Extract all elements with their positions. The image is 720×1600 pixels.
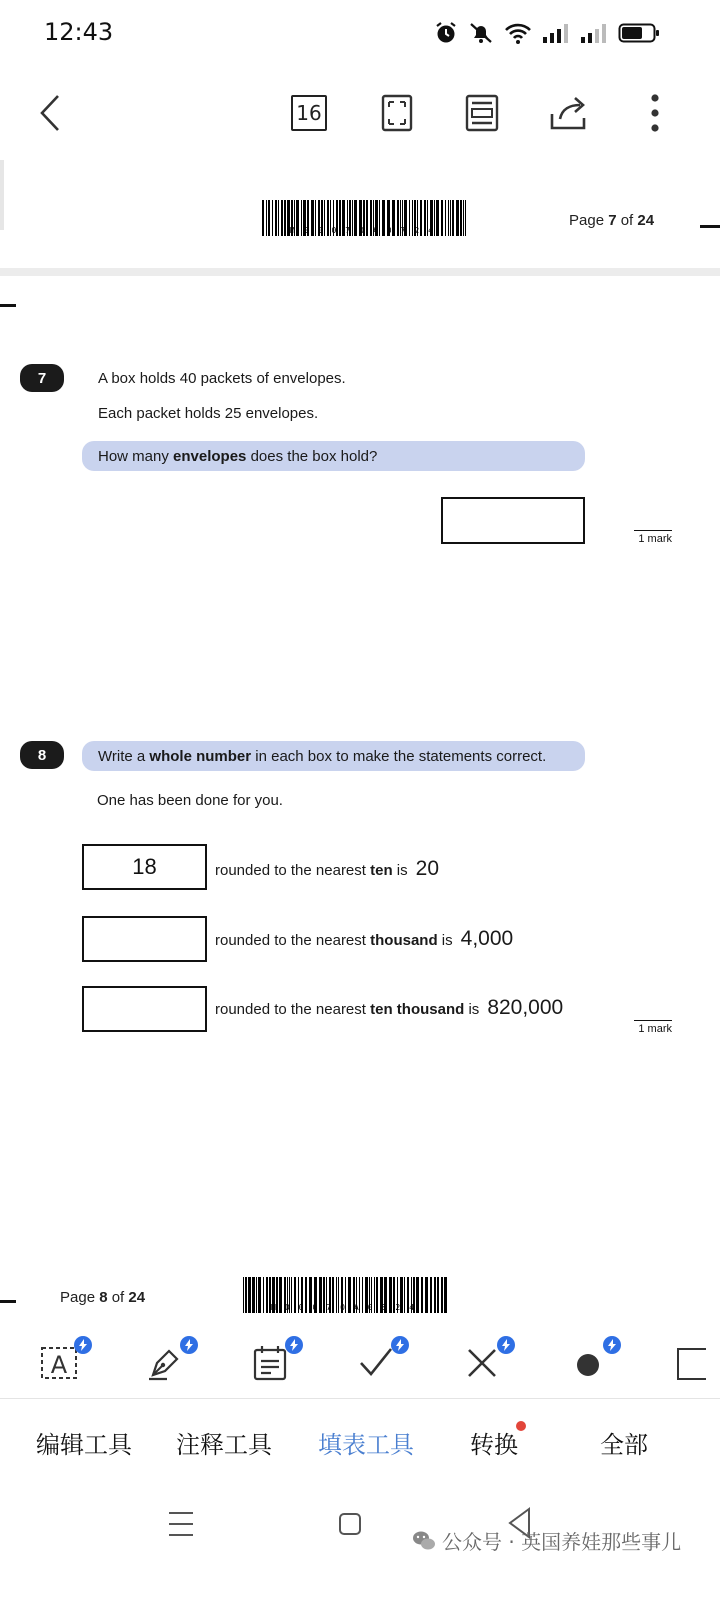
- fullscreen-button[interactable]: [370, 86, 424, 140]
- barcode-text: M00070A0724: [290, 226, 442, 235]
- page-7-bottom: [0, 160, 720, 268]
- shape-icon: [666, 1343, 706, 1383]
- question-8-number: 8: [20, 741, 64, 769]
- rounding-statement-1: rounded to the nearest ten is 20: [215, 857, 439, 880]
- tab-all[interactable]: 全部: [600, 1431, 648, 1459]
- question-7-mark: 1 mark: [634, 530, 672, 545]
- rounding-answer-box-3[interactable]: [82, 986, 207, 1032]
- wifi-icon: [504, 21, 532, 45]
- more-vertical-icon: [650, 93, 660, 133]
- bolt-icon: [180, 1336, 198, 1354]
- view-mode-button[interactable]: [455, 86, 509, 140]
- bolt-icon: [497, 1336, 515, 1354]
- check-tool[interactable]: [349, 1336, 403, 1390]
- alarm-icon: [434, 21, 458, 45]
- question-7-line-1: A box holds 40 packets of envelopes.: [98, 370, 346, 387]
- tab-bar: [0, 1398, 720, 1482]
- bolt-icon: [391, 1336, 409, 1354]
- rounding-statement-3: rounded to the nearest ten thousand is 820,000: [215, 996, 564, 1019]
- status-time: 12:43: [44, 18, 114, 46]
- document-viewer[interactable]: [0, 160, 720, 1330]
- menu-icon: [168, 1510, 194, 1538]
- form-tool[interactable]: [243, 1336, 297, 1390]
- battery-icon: [618, 22, 660, 44]
- text-box-icon: [39, 1343, 79, 1383]
- page-gap: [0, 268, 720, 276]
- crop-mark: [700, 225, 720, 228]
- bolt-icon: [74, 1336, 92, 1354]
- more-button[interactable]: [628, 86, 682, 140]
- crop-mark: [0, 1300, 16, 1303]
- question-8-prompt: Write a whole number in each box to make the statements correct.: [82, 741, 585, 771]
- share-button[interactable]: [542, 86, 596, 140]
- status-icons: [434, 20, 660, 46]
- back-button[interactable]: [24, 86, 78, 140]
- page-label-7: Page 7 of 24: [569, 212, 655, 229]
- rounding-answer-box-2[interactable]: [82, 916, 207, 962]
- question-7-answer-box[interactable]: [441, 497, 585, 544]
- dot-tool[interactable]: [561, 1336, 615, 1390]
- question-7-number: 7: [20, 364, 64, 392]
- cross-icon: [462, 1343, 502, 1383]
- question-8-mark: 1 mark: [634, 1020, 672, 1035]
- top-toolbar: [0, 64, 720, 160]
- page-edge: [0, 160, 4, 230]
- wechat-icon: [412, 1530, 436, 1552]
- cross-tool[interactable]: [455, 1336, 509, 1390]
- page-count: 16: [291, 95, 327, 131]
- signal-2-icon: [580, 21, 608, 45]
- tab-edit-tools[interactable]: 编辑工具: [36, 1431, 132, 1459]
- question-8-note: One has been done for you.: [97, 792, 283, 809]
- watermark: [412, 1526, 681, 1555]
- page-layout-icon: [465, 94, 499, 132]
- bolt-icon: [603, 1336, 621, 1354]
- text-box-tool[interactable]: [32, 1336, 86, 1390]
- mute-icon: [468, 21, 494, 45]
- barcode-page-8: [243, 1263, 451, 1313]
- tab-convert[interactable]: 转换: [470, 1431, 518, 1459]
- rounding-statement-2: rounded to the nearest thousand is 4,000: [215, 927, 514, 950]
- bolt-icon: [285, 1336, 303, 1354]
- tools-row: [0, 1322, 720, 1400]
- question-7-prompt: How many envelopes does the box hold?: [82, 441, 585, 471]
- rounding-answer-box-1[interactable]: 18: [82, 844, 207, 890]
- home-button[interactable]: [338, 1512, 362, 1541]
- check-icon: [356, 1343, 396, 1383]
- notification-dot: [516, 1421, 526, 1431]
- dot-icon: [568, 1343, 608, 1383]
- svg-text:A: A: [50, 1351, 68, 1379]
- page-count-button[interactable]: [282, 86, 336, 140]
- share-icon: [549, 94, 589, 132]
- status-bar: [0, 0, 720, 64]
- pen-tool[interactable]: [138, 1336, 192, 1390]
- system-navigation-bar: [0, 1482, 720, 1600]
- fullscreen-icon: [381, 94, 413, 132]
- form-icon: [250, 1343, 290, 1383]
- barcode-text: M00070A0824: [271, 1303, 423, 1312]
- crop-mark: [0, 304, 16, 307]
- pen-icon: [145, 1343, 185, 1383]
- tab-annotation-tools[interactable]: 注释工具: [176, 1431, 272, 1459]
- barcode-page-7: [262, 186, 470, 236]
- question-7-line-2: Each packet holds 25 envelopes.: [98, 405, 319, 422]
- signal-icon: [542, 21, 570, 45]
- chevron-left-icon: [36, 93, 66, 133]
- more-tools-edge[interactable]: [666, 1336, 720, 1390]
- home-square-icon: [338, 1512, 362, 1536]
- page-label-8: Page 8 of 24: [60, 1289, 146, 1306]
- menu-button[interactable]: [168, 1510, 194, 1543]
- watermark-text: 公众号 · 英国养娃那些事儿: [442, 1530, 682, 1554]
- tab-fill-form-tools[interactable]: 填表工具: [318, 1431, 414, 1459]
